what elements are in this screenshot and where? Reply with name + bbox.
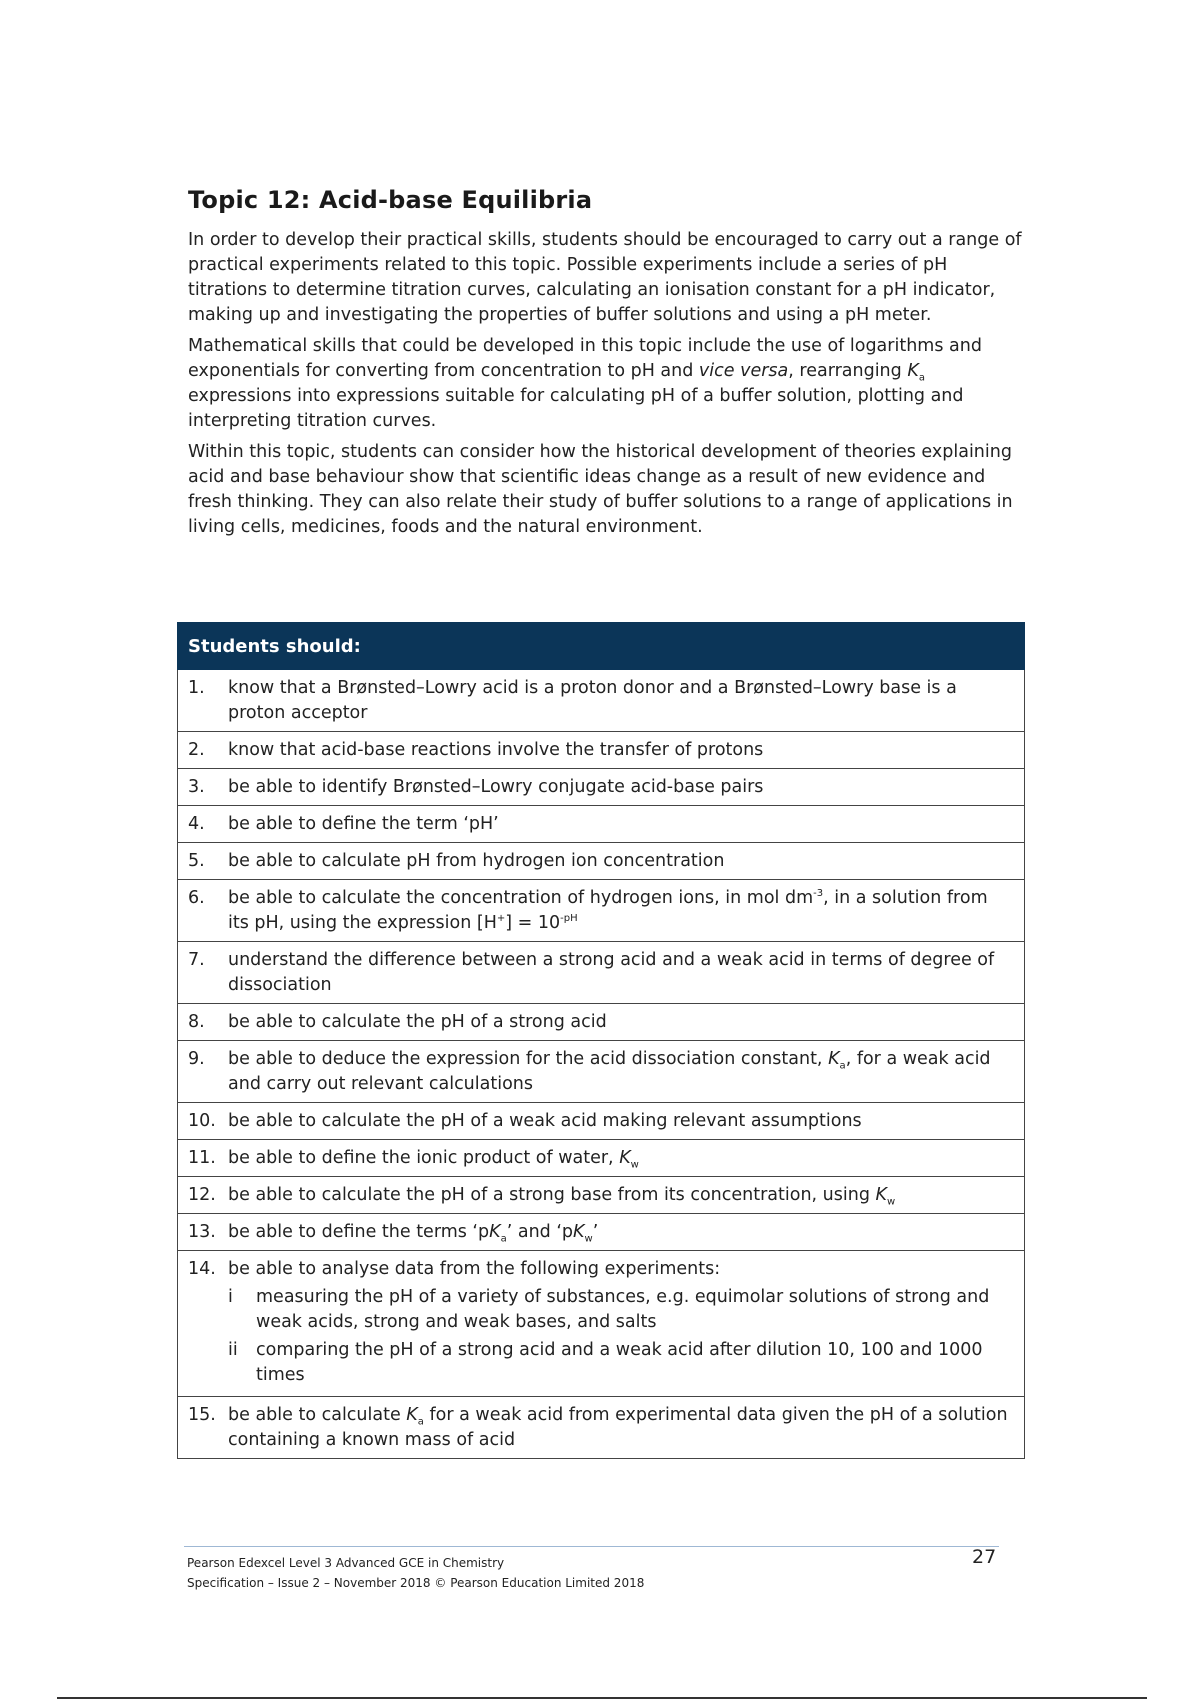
topic-section [188,186,1028,546]
row-text: be able to calculate the pH of a strong base from its concentration, using $K_w$ [228,1185,896,1208]
footer [187,1553,644,1593]
footer-divider [184,1546,999,1547]
row-number: 13. [188,1222,216,1242]
intro-paragraph-maths [188,334,1028,434]
table-row [178,769,1025,806]
table-row [178,1214,1025,1251]
row-text: be able to identify Brønsted–Lowry conjugate acid-base pairs [228,777,764,797]
row-number: 4. [188,814,205,834]
intro-paragraph-practical: In order to develop their practical skills, students should be encouraged to carry out a range of practical experiments related to this topic. Possible experiments include a series of pH titrations to determine titration curves, calculating an ionisation constant for a pH indicator, making up and investigating the properties of buffer solutions and using a pH meter. [188,230,1022,325]
page-number: 27 [972,1546,997,1568]
row-content [228,1257,1014,1391]
row-text: understand the difference between a strong acid and a weak acid in terms of degree of dissociation [228,950,995,995]
table-row [178,1004,1025,1041]
row-number: 2. [188,740,205,760]
maths-k-subscript: a [918,372,925,384]
table-row [178,670,1025,732]
bottom-rule [57,1697,1147,1699]
row-text: know that acid-base reactions involve the transfer of protons [228,740,764,760]
experiment-sublist [228,1285,1014,1388]
maths-text-vice-versa: vice versa [698,361,789,381]
requirements-table [177,622,1025,1459]
sublist-text: comparing the pH of a strong acid and a weak acid after dilution 10, 100 and 1000 times [256,1340,983,1385]
row-number: 12. [188,1185,216,1205]
sublist-item [228,1338,1014,1388]
sublist-number: i [228,1287,233,1307]
footer-specification: Specification – Issue 2 – November 2018 © Pearson Education Limited 2018 [187,1576,645,1590]
sublist-number: ii [228,1340,238,1360]
row-number: 15. [188,1405,216,1425]
sublist-text: measuring the pH of a variety of substances, e.g. equimolar solutions of strong and weak acids, strong and weak bases, and salts [256,1287,990,1332]
table-row [178,806,1025,843]
row-text: be able to calculate the pH of a strong acid [228,1012,607,1032]
footer-qualification: Pearson Edexcel Level 3 Advanced GCE in Chemistry [187,1556,505,1570]
row-text: be able to calculate the pH of a weak acid making relevant assumptions [228,1111,862,1131]
table-header: Students should: [178,623,1025,670]
row-number: 6. [188,888,205,908]
row-text: be able to calculate the concentration of hydrogen ions, in mol $dm^{-3}$, in a solution from its pH, using the expression $[H^+] = 10^{-pH}$ [228,888,988,933]
row-number: 8. [188,1012,205,1032]
row-text: know that a Brønsted–Lowry acid is a proton donor and a Brønsted–Lowry base is a proton acceptor [228,678,957,723]
row-text: be able to deduce the expression for the acid dissociation constant, $K_a$, for a weak acid and carry out relevant calculations [228,1049,991,1094]
table-row [178,1397,1025,1459]
row-text: be able to define the terms ‘$pK_a$’ and ‘$pK_w$’ [228,1222,599,1245]
maths-k-symbol: K [907,361,919,381]
table-row [178,880,1025,942]
maths-text-b: , rearranging [788,361,908,381]
sublist-item [228,1285,1014,1335]
table-row [178,1177,1025,1214]
table-row [178,1140,1025,1177]
row-number: 10. [188,1111,216,1131]
table-row [178,732,1025,769]
row-number: 7. [188,950,205,970]
row-number: 5. [188,851,205,871]
row-number: 1. [188,678,205,698]
row-text: be able to analyse data from the following experiments: [228,1259,721,1279]
row-number: 9. [188,1049,205,1069]
intro-paragraph-history: Within this topic, students can consider how the historical development of theories explaining acid and base behaviour show that scientific ideas change as a result of new evidence and fresh thinking. They can also relate their study of buffer solutions to a range of applications in living cells, medicines, foods and the natural environment. [188,442,1013,537]
row-text: be able to calculate $K_a$ for a weak acid from experimental data given the pH of a solution containing a known mass of acid [228,1405,1008,1450]
table-row [178,1103,1025,1140]
row-number: 11. [188,1148,216,1168]
table-row [178,843,1025,880]
row-text: be able to define the term ‘pH’ [228,814,499,834]
table-row [178,1251,1025,1397]
maths-text-a: Mathematical skills that could be developed in this topic include the use of logarithms and exponentials for converting from concentration to pH and [188,336,982,381]
page-title: Topic 12: Acid-base Equilibria [188,186,593,214]
row-text: be able to calculate pH from hydrogen ion concentration [228,851,725,871]
table-row [178,942,1025,1004]
maths-text-c: expressions into expressions suitable for calculating pH of a buffer solution, plotting and interpreting titration curves. [188,386,964,431]
row-number: 3. [188,777,205,797]
row-number: 14. [188,1259,216,1279]
row-text: be able to define the ionic product of water, $K_w$ [228,1148,639,1171]
table-row [178,1041,1025,1103]
